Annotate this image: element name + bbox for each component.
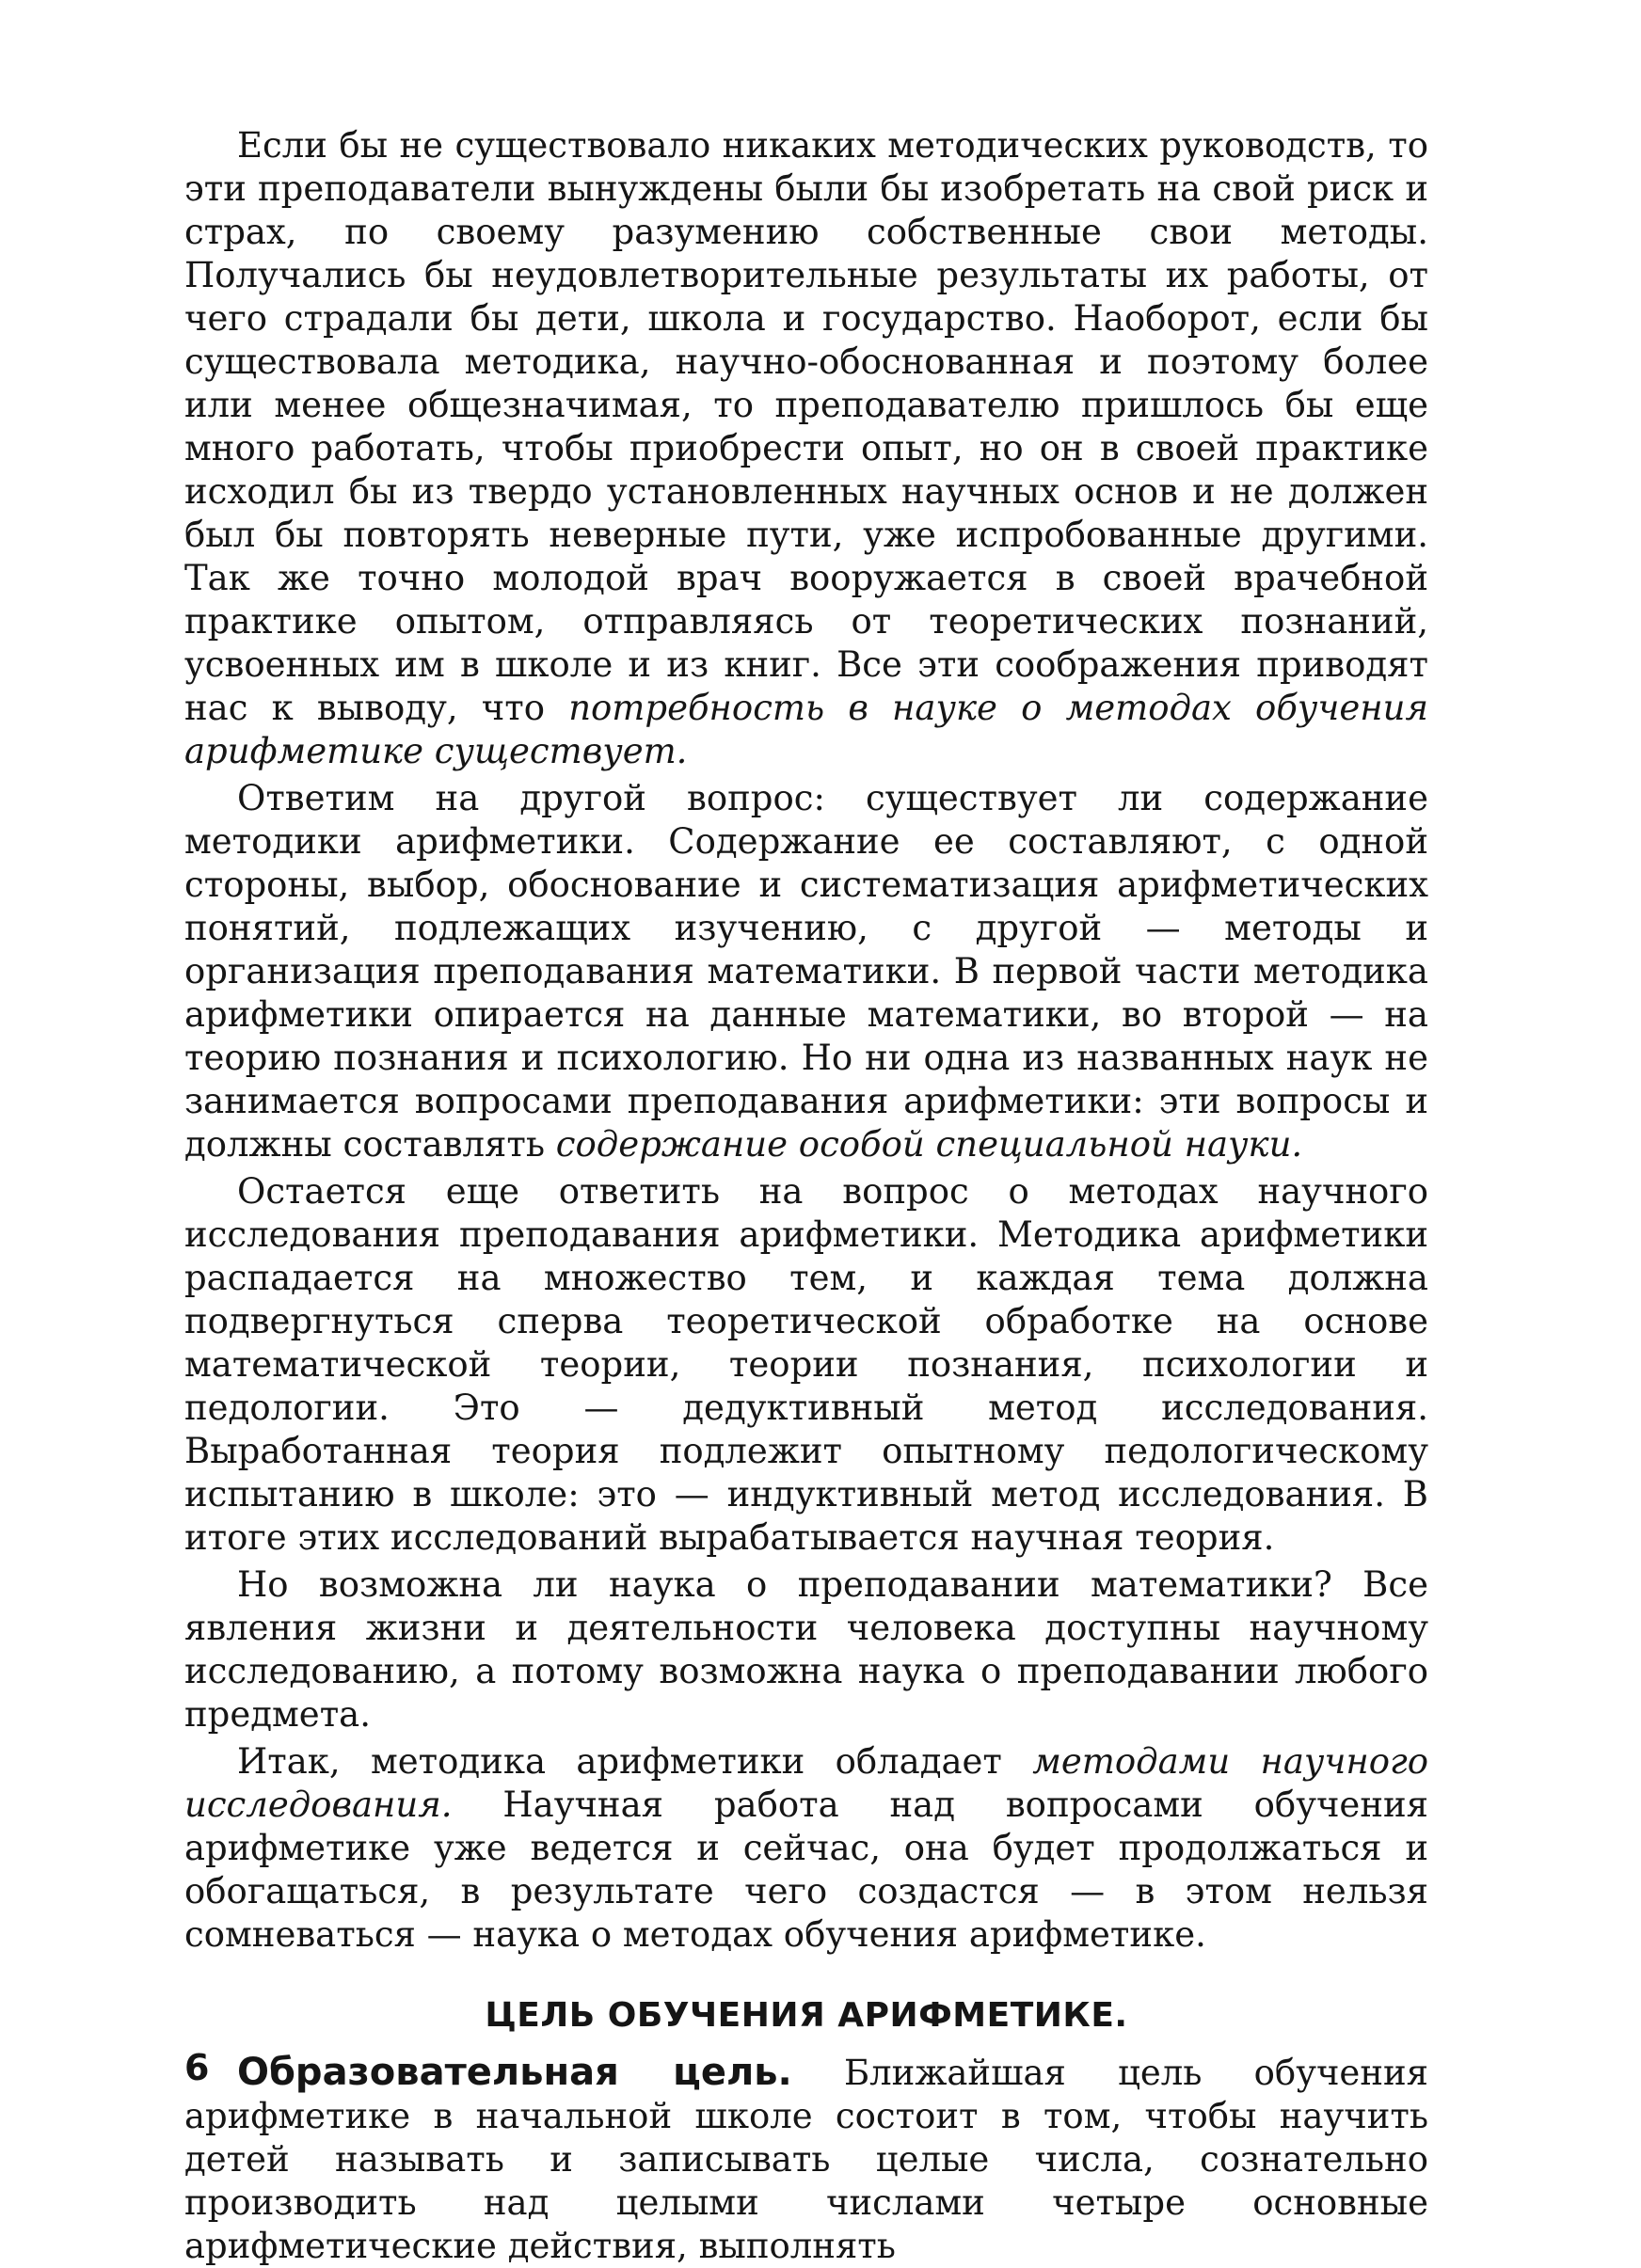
- emphasis-text: потребность в науке о методах обучения арифметике существует.: [184, 688, 1428, 771]
- paragraph-methodology-need: [184, 124, 1428, 773]
- page-body: [184, 124, 1428, 2268]
- page-number: 6: [184, 2047, 210, 2088]
- section-heading: ЦЕЛЬ ОБУЧЕНИЯ АРИФМЕТИКЕ.: [485, 1996, 1128, 2035]
- paragraph-conclusion: [184, 1740, 1428, 1957]
- paragraph-text: Но возможна ли наука о преподавании математики? Все явления жизни и деятельности человека доступны научному исследованию, а потому возможна наука о преподавании любого предмета.: [184, 1564, 1428, 1735]
- paragraph-science-possible: [184, 1563, 1428, 1737]
- paragraph-methodology-content: [184, 777, 1428, 1166]
- paragraph-research-methods: [184, 1170, 1428, 1560]
- paragraph-text: Ответим на другой вопрос: существует ли содержание методики арифметики. Содержание ее составляют, с одной стороны, выбор, обоснование и систематизация арифметических понятий, подлежащих изучению, с другой — методы и организация преподавания математики. В первой части методика арифметики опирается на данные математики, во второй — на теорию познания и психологию. Но ни одна из названных наук не занимается вопросами преподавания арифметики: эти вопросы и должны составлять: [184, 778, 1428, 1165]
- paragraph-text: Ближайшая цель обучения арифметике в начальной школе состоит в том, чтобы научить детей называть и записывать целые числа, сознательно производить над целыми числами четыре основные арифметические действия, выполнять: [184, 2053, 1428, 2266]
- paragraph-text: Итак, методика арифметики обладает: [237, 1741, 1002, 1782]
- emphasis-text: методами научного исследования.: [184, 1741, 1428, 1825]
- paragraph-text: Если бы не существовало никаких методических руководств, то эти преподаватели вынуждены были бы изобретать на свой риск и страх, по своему разумению собственные свои методы. Получались бы неудовлетворительные результаты их работы, от чего страдали бы дети, школа и государство. Наоборот, если бы существовала методика, научно-обоснованная и поэтому более или менее общезначимая, то преподавателю пришлось бы еще много работать, чтобы приобрести опыт, но он в своей практике исходил бы из твердо установленных научных основ и не должен был бы повторять неверные пути, уже испробованные другими. Так же точно молодой врач вооружается в своей врачебной практике опытом, отправляясь от теоретических познаний, усвоенных им в школе и из книг. Все эти соображения приводят нас к выводу, что: [184, 125, 1428, 728]
- paragraph-text: Остается еще ответить на вопрос о методах научного исследования преподавания арифметики. Методика арифметики распадается на множество тем, и каждая тема должна подвергнуться сперва теоретической обработке на основе математической теории, теории познания, психологии и педологии. Это — дедуктивный метод исследования. Выработанная теория подлежит опытному педологическому испытанию в школе: это — индуктивный метод исследования. В итоге этих исследований вырабатывается научная теория.: [184, 1171, 1428, 1558]
- emphasis-text: содержание особой специальной науки.: [555, 1124, 1303, 1165]
- paragraph-text-tail: Научная работа над вопросами обучения арифметике уже ведется и сейчас, она будет продолжаться и обогащаться, в результате чего создастся — в этом нельзя сомневаться — наука о методах обучения арифметике.: [184, 1784, 1428, 1955]
- paragraph-educational-goal: [184, 2051, 1428, 2268]
- runin-heading: Образовательная цель.: [237, 2051, 792, 2094]
